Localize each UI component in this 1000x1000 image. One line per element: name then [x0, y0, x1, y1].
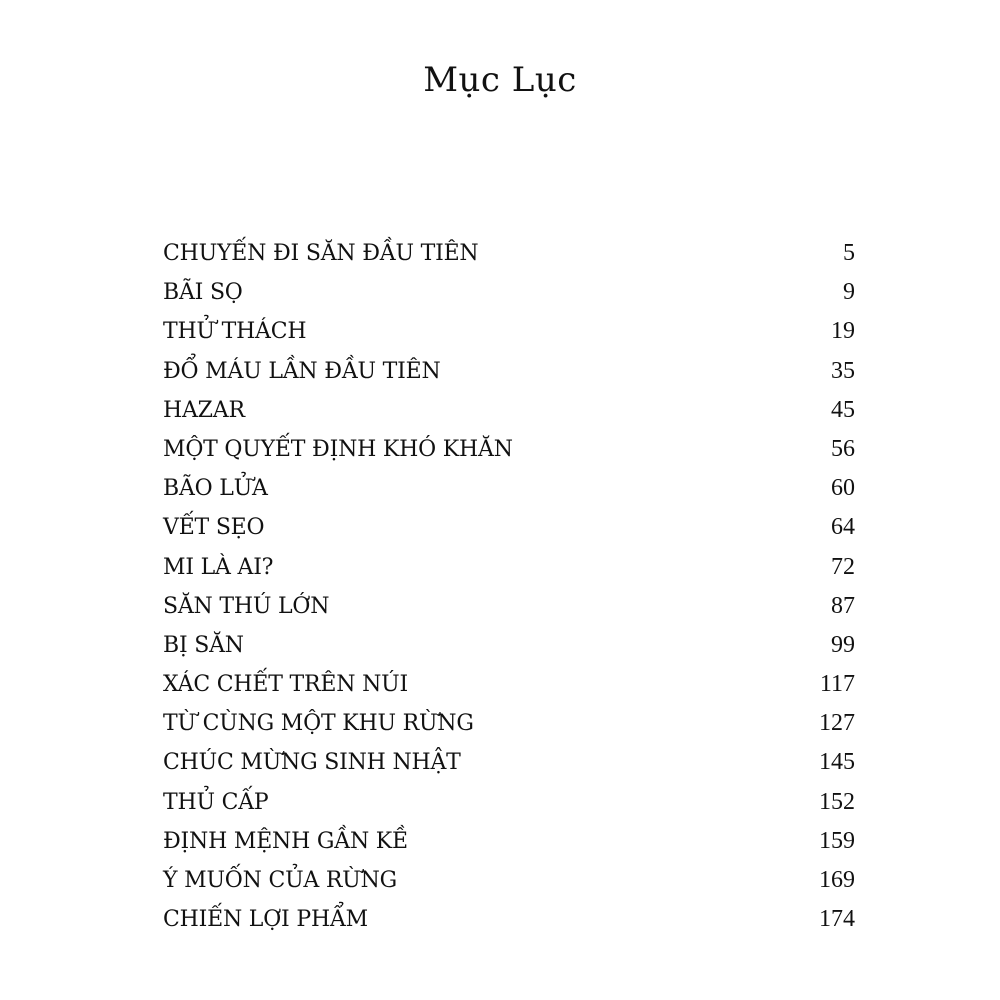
toc-entry-page: 9: [843, 279, 855, 306]
toc-entry: [163, 783, 855, 822]
toc-entry-page: 117: [819, 671, 855, 698]
toc-entry: [163, 508, 855, 547]
toc-entry: [163, 430, 855, 469]
toc-entry-page: 87: [831, 592, 855, 619]
toc-entry-title: THỬ THÁCH: [163, 319, 307, 345]
table-of-contents: [163, 234, 855, 939]
toc-entry: [163, 352, 855, 391]
toc-entry-title: THỦ CẤP: [163, 789, 269, 815]
toc-entry-page: 35: [831, 357, 855, 384]
toc-entry-title: BỊ SĂN: [163, 632, 244, 658]
toc-entry-title: ĐỔ MÁU LẦN ĐẦU TIÊN: [163, 358, 441, 384]
toc-entry: [163, 626, 855, 665]
toc-entry-page: 72: [831, 553, 855, 580]
toc-entry-page: 159: [819, 827, 855, 854]
toc-entry-title: BÃI SỌ: [163, 280, 243, 306]
toc-entry: [163, 469, 855, 508]
toc-entry-title: VẾT SẸO: [163, 515, 265, 541]
toc-entry-title: TỪ CÙNG MỘT KHU RỪNG: [163, 711, 474, 737]
toc-entry-title: XÁC CHẾT TRÊN NÚI: [163, 672, 408, 698]
toc-entry: [163, 273, 855, 312]
toc-entry-page: 19: [831, 318, 855, 345]
toc-entry-title: BÃO LỬA: [163, 476, 268, 502]
toc-entry: [163, 704, 855, 743]
toc-entry: [163, 861, 855, 900]
toc-entry: [163, 900, 855, 939]
toc-entry: [163, 665, 855, 704]
toc-entry: [163, 234, 855, 273]
toc-entry: [163, 822, 855, 861]
toc-entry-page: 45: [831, 396, 855, 423]
toc-entry-title: Ý MUỐN CỦA RỪNG: [163, 868, 398, 893]
toc-entry: [163, 587, 855, 626]
toc-entry-page: 145: [819, 749, 855, 776]
toc-entry-page: 5: [843, 240, 855, 266]
toc-entry: [163, 312, 855, 351]
toc-entry-page: 152: [819, 788, 855, 815]
toc-entry-page: 169: [819, 867, 855, 893]
page-title: Mục Lục: [423, 60, 577, 100]
toc-entry: [163, 743, 855, 782]
toc-entry-title: MI LÀ AI?: [163, 554, 274, 580]
toc-entry-title: MỘT QUYẾT ĐỊNH KHÓ KHĂN: [163, 436, 513, 462]
toc-entry-page: 60: [831, 475, 855, 502]
toc-entry: [163, 548, 855, 587]
toc-entry-title: CHUYẾN ĐI SĂN ĐẦU TIÊN: [163, 241, 479, 266]
toc-entry-page: 174: [819, 906, 855, 933]
toc-entry-title: HAZAR: [163, 397, 245, 423]
toc-entry-page: 64: [831, 514, 855, 541]
toc-entry-page: 127: [819, 710, 855, 737]
toc-entry-page: 56: [831, 435, 855, 462]
toc-entry-title: SĂN THÚ LỚN: [163, 593, 330, 619]
toc-entry-title: ĐỊNH MỆNH GẦN KỀ: [163, 828, 408, 854]
toc-entry-page: 99: [831, 631, 855, 658]
toc-entry-title: CHÚC MỪNG SINH NHẬT: [163, 750, 461, 776]
toc-entry-title: CHIẾN LỢI PHẨM: [163, 907, 368, 933]
toc-entry: [163, 391, 855, 430]
